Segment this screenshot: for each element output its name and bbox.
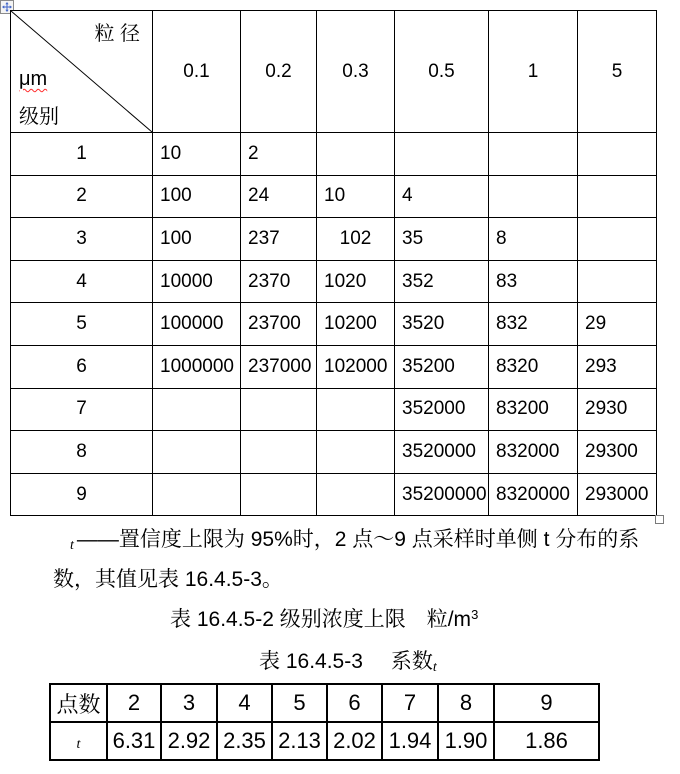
particle-size-header-cell: 0.1 [153,11,241,133]
diagonal-header-cell [11,11,153,133]
particle-size-header-cell: 0.5 [395,11,489,133]
data-cell [153,473,241,516]
coef-value-cell: 1.94 [382,722,438,760]
data-cell: 3520 [395,303,489,346]
particle-size-header-cell: 0.3 [317,11,395,133]
points-header-cell: 点数 [50,684,107,722]
data-cell: 352 [395,260,489,303]
caption-3-prefix: 表 16.4.5-3 [259,650,363,673]
data-cell: 83 [489,260,578,303]
data-cell: 10200 [317,303,395,346]
data-cell [317,388,395,431]
data-cell: 8 [489,218,578,261]
point-count-cell: 8 [438,684,494,722]
data-cell [153,431,241,474]
table-row [11,431,657,474]
caption-table-16-4-5-2 [170,607,478,632]
level-cell: 4 [11,260,153,303]
data-cell: 35200 [395,345,489,388]
data-cell [153,388,241,431]
level-cell: 5 [11,303,153,346]
table-row [11,388,657,431]
caption-2-superscript: 3 [471,607,479,622]
point-count-cell: 7 [382,684,438,722]
coef-value-cell: 6.31 [107,722,161,760]
table-row [11,345,657,388]
table-row [11,133,657,176]
data-cell: 4 [395,175,489,218]
data-cell [395,133,489,176]
data-cell [578,133,657,176]
data-cell: 293 [578,345,657,388]
t-subscript: t [70,538,74,553]
note-line-1-text: ——置信度上限为 95%时，2 点～9 点采样时单侧 t 分布的系 [76,528,640,551]
points-row [50,684,599,722]
data-cell: 293000 [578,473,657,516]
data-cell: 1020 [317,260,395,303]
level-cell: 3 [11,218,153,261]
data-cell: 8320 [489,345,578,388]
data-cell: 10 [153,133,241,176]
data-cell: 35200000 [395,473,489,516]
point-count-cell: 9 [494,684,599,722]
caption-3-subscript: t [432,660,437,675]
coefficient-table [49,683,600,761]
table-row [11,175,657,218]
point-count-cell: 6 [327,684,382,722]
level-cell: 1 [11,133,153,176]
level-cell: 6 [11,345,153,388]
corner-label-particle-size: 粒 径 [94,23,140,45]
caption-2-text: 表 16.4.5-2 级别浓度上限 粒/m [170,608,472,631]
data-cell: 237 [241,218,317,261]
data-cell: 100 [153,218,241,261]
point-count-cell: 3 [161,684,217,722]
data-cell [578,260,657,303]
data-cell: 237000 [241,345,317,388]
coef-symbol-cell [50,722,107,760]
data-cell [241,388,317,431]
particle-size-header-cell: 1 [489,11,578,133]
level-cell: 8 [11,431,153,474]
data-cell: 3520000 [395,431,489,474]
coef-value-cell: 1.86 [494,722,599,760]
t-symbol: t [76,737,81,752]
data-cell: 83200 [489,388,578,431]
level-cell: 7 [11,388,153,431]
caption-3-label: 系数 [390,650,433,673]
data-cell: 100000 [153,303,241,346]
header-row [11,11,657,133]
caption-table-16-4-5-3 [259,649,440,677]
point-count-cell: 5 [272,684,327,722]
coef-value-cell: 2.13 [272,722,327,760]
data-cell: 10 [317,175,395,218]
data-cell [489,175,578,218]
concentration-limit-table [10,10,657,516]
data-cell [317,133,395,176]
coef-value-cell: 2.92 [161,722,217,760]
note-line-2: 数，其值见表 16.4.5-3。 [53,568,283,591]
coef-value-cell: 2.02 [327,722,382,760]
data-cell: 8320000 [489,473,578,516]
note-line-1 [70,527,639,555]
data-cell: 2370 [241,260,317,303]
coef-value-cell: 1.90 [438,722,494,760]
particle-size-header-cell: 0.2 [241,11,317,133]
corner-label-level: 级别 [19,106,59,128]
table-row [11,473,657,516]
table-row [11,218,657,261]
level-cell: 9 [11,473,153,516]
data-cell [578,175,657,218]
particle-size-header-cell: 5 [578,11,657,133]
coef-value-cell: 2.35 [217,722,272,760]
data-cell: 102 [317,218,395,261]
table-row [11,260,657,303]
data-cell: 1000000 [153,345,241,388]
data-cell [241,431,317,474]
data-cell: 2930 [578,388,657,431]
data-cell: 29300 [578,431,657,474]
table-row [11,303,657,346]
data-cell: 35 [395,218,489,261]
data-cell [489,133,578,176]
data-cell [317,431,395,474]
data-cell: 832 [489,303,578,346]
data-cell: 832000 [489,431,578,474]
data-cell: 102000 [317,345,395,388]
data-cell: 352000 [395,388,489,431]
data-cell: 100 [153,175,241,218]
point-count-cell: 4 [217,684,272,722]
data-cell [241,473,317,516]
coef-values-row [50,722,599,760]
data-cell: 10000 [153,260,241,303]
corner-label-um: μm [19,68,48,90]
point-count-cell: 2 [107,684,161,722]
level-cell: 2 [11,175,153,218]
data-cell: 24 [241,175,317,218]
data-cell: 23700 [241,303,317,346]
data-cell [578,218,657,261]
data-cell [317,473,395,516]
data-cell: 29 [578,303,657,346]
table-resize-handle-icon[interactable] [655,515,664,524]
data-cell: 2 [241,133,317,176]
